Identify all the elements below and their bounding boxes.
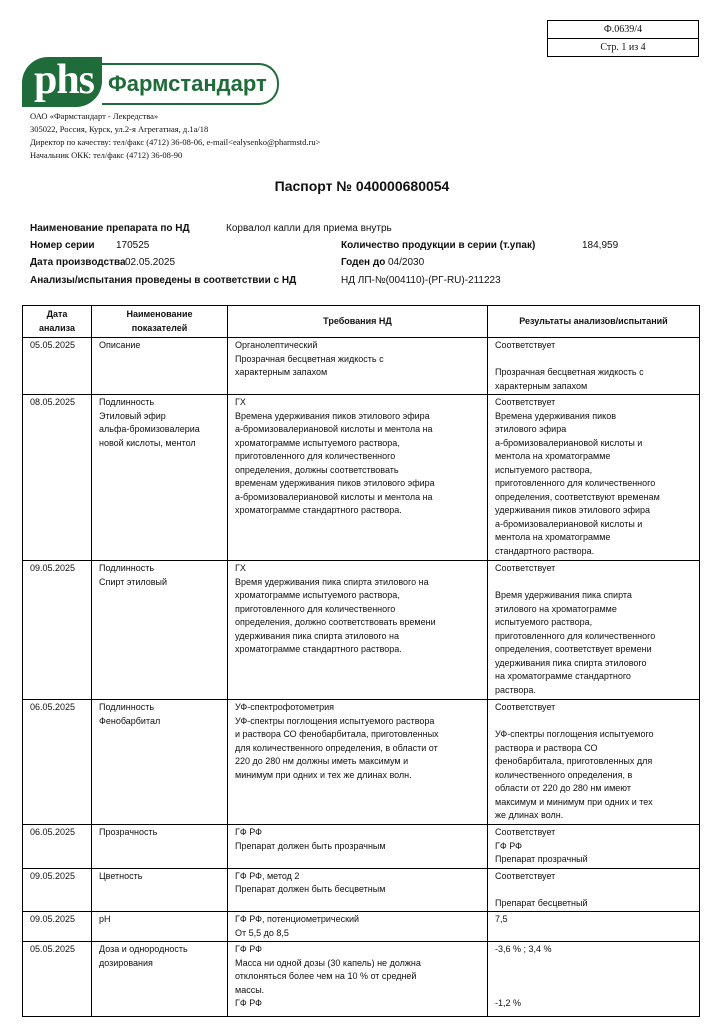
cell-date: 06.05.2025: [23, 825, 92, 869]
drug-name-value: Корвалол капли для приема внутрь: [226, 223, 392, 234]
drug-name-label: Наименование препарата по НД: [30, 223, 190, 234]
col-header-name: Наименование показателей: [92, 306, 228, 338]
table-row: [23, 912, 700, 942]
cell-indicator-name: Прозрачность: [92, 825, 228, 869]
production-date-value: 02.05.2025: [125, 257, 176, 268]
col-header-requirements: Требования НД: [228, 306, 488, 338]
cell-requirements: ГФ РФ Масса ни одной дозы (30 капель) не должна отклоняться более чем на 10 % от средней массы. ГФ РФ: [228, 942, 488, 1017]
cell-requirements: ГФ РФ Препарат должен быть прозрачным: [228, 825, 488, 869]
cell-date: 09.05.2025: [23, 561, 92, 700]
cell-indicator-name: Подлинность Спирт этиловый: [92, 561, 228, 700]
logo-wordmark: Фармстандарт: [102, 63, 279, 105]
cell-results: Соответствует Время удерживания пика спирта этилового на хроматограмме испытуемого раствора, приготовленного для количественного определения, соответствует времени удерживания пика спирта этилового на хроматограмме стандартного раствора.: [488, 561, 700, 700]
table-header-row: [23, 306, 700, 338]
cell-indicator-name: Описание: [92, 338, 228, 395]
cell-indicator-name: Подлинность Фенобарбитал: [92, 700, 228, 825]
series-value: 170525: [116, 240, 150, 251]
valid-until-value: 04/2030: [388, 257, 425, 268]
table-row: [23, 942, 700, 1017]
org-name: ОАО «Фармстандарт - Лекредства»: [30, 111, 159, 121]
col-header-results: Результаты анализов/испытаний: [488, 306, 700, 338]
quantity-label: Количество продукции в серии (т.упак): [341, 240, 536, 251]
cell-date: 05.05.2025: [23, 942, 92, 1017]
table-row: [23, 868, 700, 912]
cell-requirements: УФ-спектрофотометрия УФ-спектры поглощения испытуемого раствора и раствора СО фенобарбитала, приготовленных для количественного определения, в области от 220 до 280 нм должны иметь максимум и минимум при одних и тех же длинах волн.: [228, 700, 488, 825]
table-row: [23, 700, 700, 825]
org-quality-director: Директор по качеству: тел/факс (4712) 36-08-06, e-mail<ealysenko@pharmstd.ru>: [30, 137, 321, 147]
col-header-date: Дата анализа: [23, 306, 92, 338]
company-logo: [22, 57, 267, 107]
cell-date: 06.05.2025: [23, 700, 92, 825]
valid-until-label: Годен до: [341, 257, 386, 268]
cell-requirements: ГХ Времена удерживания пиков этилового эфира а-бромизовалериановой кислоты и ментола на хроматограмме испытуемого раствора, приготовленного для количественного определения, должны соответствовать временам удерживания пиков этилового эфира а-бромизовалериановой кислоты и ментола на хроматограмме стандартного раствора.: [228, 395, 488, 561]
cell-date: 08.05.2025: [23, 395, 92, 561]
cell-date: 05.05.2025: [23, 338, 92, 395]
logo-mark-text: phs: [33, 57, 95, 103]
cell-indicator-name: Цветность: [92, 868, 228, 912]
series-label: Номер серии: [30, 240, 95, 251]
cell-results: Соответствует УФ-спектры поглощения испытуемого раствора и раствора СО фенобарбитала, приготовленных для количественного определения, в области от 220 до 280 нм имеют максимум и минимум при одних и тех же длинах волн.: [488, 700, 700, 825]
cell-requirements: Органолептический Прозрачная бесцветная жидкость с характерным запахом: [228, 338, 488, 395]
analysis-table: [22, 305, 700, 1017]
nd-value: НД ЛП-№(004110)-(РГ-RU)-211223: [341, 275, 501, 286]
table-row: [23, 825, 700, 869]
cell-results: Соответствует Времена удерживания пиков этилового эфира а-бромизовалериановой кислоты и ментола на хроматограмме испытуемого раствора, приготовленного для количественного определения, соответствуют временам удерживания пиков этилового эфира а-бромизовалериановой кислоты и ментола на хроматограмме стандартного раствора.: [488, 395, 700, 561]
cell-date: 09.05.2025: [23, 868, 92, 912]
cell-results: Соответствует Препарат бесцветный: [488, 868, 700, 912]
cell-results: -3,6 % ; 3,4 % -1,2 %: [488, 942, 700, 1017]
cell-indicator-name: Доза и однородность дозирования: [92, 942, 228, 1017]
cell-results: Соответствует Прозрачная бесцветная жидкость с характерным запахом: [488, 338, 700, 395]
quantity-value: 184,959: [582, 240, 619, 251]
form-code: Ф.0639/4: [603, 24, 643, 35]
table-row: [23, 395, 700, 561]
cell-date: 09.05.2025: [23, 912, 92, 942]
org-qc-head: Начальник ОКК: тел/факс (4712) 36-08-90: [30, 150, 183, 160]
cell-requirements: ГФ РФ, метод 2 Препарат должен быть бесцветным: [228, 868, 488, 912]
nd-label: Анализы/испытания проведены в соответствии с НД: [30, 275, 297, 286]
form-number-box: [547, 20, 699, 57]
cell-requirements: ГХ Время удерживания пика спирта этилового на хроматограмме испытуемого раствора, приготовленного для количественного определения, должно соответствовать времени удерживания пика спирта этилового на хроматограмме стандартного раствора.: [228, 561, 488, 700]
cell-indicator-name: Подлинность Этиловый эфир альфа-бромизовалериа новой кислоты, ментол: [92, 395, 228, 561]
cell-indicator-name: pH: [92, 912, 228, 942]
page-counter: Стр. 1 из 4: [548, 38, 698, 56]
cell-results: Соответствует ГФ РФ Препарат прозрачный: [488, 825, 700, 869]
table-row: [23, 561, 700, 700]
organization-info: [30, 110, 320, 162]
org-address: 305022, Россия, Курск, ул.2-я Агрегатная, д.1а/18: [30, 124, 209, 134]
table-row: [23, 338, 700, 395]
cell-requirements: ГФ РФ, потенциометрический От 5,5 до 8,5: [228, 912, 488, 942]
production-date-label: Дата производства: [30, 257, 126, 268]
cell-results: 7,5: [488, 912, 700, 942]
document-title: Паспорт № 040000680054: [274, 178, 450, 194]
